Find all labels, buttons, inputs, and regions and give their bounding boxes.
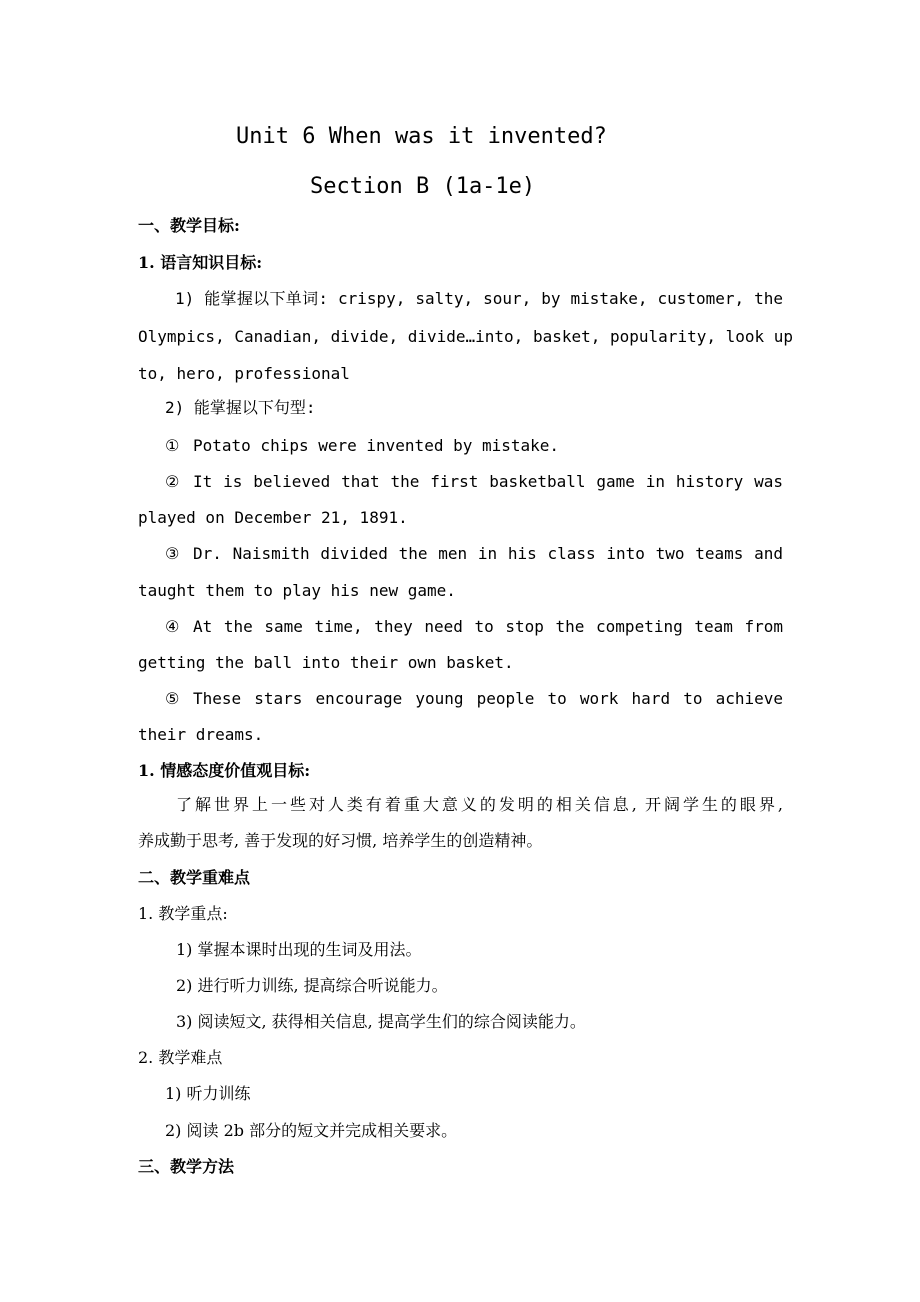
subheading-difficult-points: 2. 教学难点 xyxy=(138,1048,223,1067)
sentence-text: Dr. Naismith divided the men in his class into two teams and xyxy=(193,544,783,563)
sentence-continuation: played on December 21, 1891. xyxy=(138,508,408,527)
sentence-text: At the same time, they need to stop the competing team from xyxy=(193,617,783,636)
subheading-language-knowledge: 1. 语言知识目标: xyxy=(138,253,263,272)
vocabulary-line: to, hero, professional xyxy=(138,364,350,383)
vocabulary-line: 1) 能掌握以下单词: crispy, salty, sour, by mistake, customer, the xyxy=(175,289,783,308)
subheading-emotional-values: 1. 情感态度价值观目标: xyxy=(138,761,311,780)
circled-number-marker: ① xyxy=(165,436,180,455)
sentence-pattern-item xyxy=(165,435,783,457)
section-heading-key-difficult: 二、教学重难点 xyxy=(138,868,251,887)
sentence-pattern-item xyxy=(165,471,783,493)
section-heading-methods: 三、教学方法 xyxy=(138,1157,235,1176)
sentence-continuation: their dreams. xyxy=(138,725,264,744)
vocabulary-line: Olympics, Canadian, divide, divide…into, basket, popularity, look up xyxy=(138,327,794,346)
paragraph-line: 养成勤于思考, 善于发现的好习惯, 培养学生的创造精神。 xyxy=(138,831,543,850)
list-item: 2) 进行听力训练, 提高综合听说能力。 xyxy=(176,976,448,995)
paragraph-line: 了解世界上一些对人类有着重大意义的发明的相关信息, 开阔学生的眼界, xyxy=(176,795,783,814)
sentence-pattern-item xyxy=(165,543,783,565)
circled-number-marker: ③ xyxy=(165,544,180,563)
circled-number-marker: ④ xyxy=(165,617,180,636)
subheading-key-points: 1. 教学重点: xyxy=(138,904,228,923)
page-title: Unit 6 When was it invented? xyxy=(236,124,607,149)
sentence-text: These stars encourage young people to work hard to achieve xyxy=(193,689,783,708)
sentence-continuation: getting the ball into their own basket. xyxy=(138,653,514,672)
circled-number-marker: ② xyxy=(165,472,180,491)
sentence-continuation: taught them to play his new game. xyxy=(138,581,456,600)
sentence-pattern-item xyxy=(165,616,783,638)
list-item: 1) 掌握本课时出现的生词及用法。 xyxy=(176,940,422,959)
sentence-text: Potato chips were invented by mistake. xyxy=(193,436,560,455)
circled-number-marker: ⑤ xyxy=(165,689,180,708)
section-heading-objectives: 一、教学目标: xyxy=(138,216,240,235)
list-item: 3) 阅读短文, 获得相关信息, 提高学生们的综合阅读能力。 xyxy=(176,1012,586,1031)
sentence-patterns-heading: 2) 能掌握以下句型: xyxy=(165,398,316,417)
list-item: 2) 阅读 2b 部分的短文并完成相关要求。 xyxy=(165,1121,458,1140)
sentence-text: It is believed that the first basketball game in history was xyxy=(193,472,783,491)
sentence-pattern-item xyxy=(165,688,783,710)
list-item: 1) 听力训练 xyxy=(165,1084,251,1103)
page-subtitle: Section B (1a-1e) xyxy=(310,174,536,199)
